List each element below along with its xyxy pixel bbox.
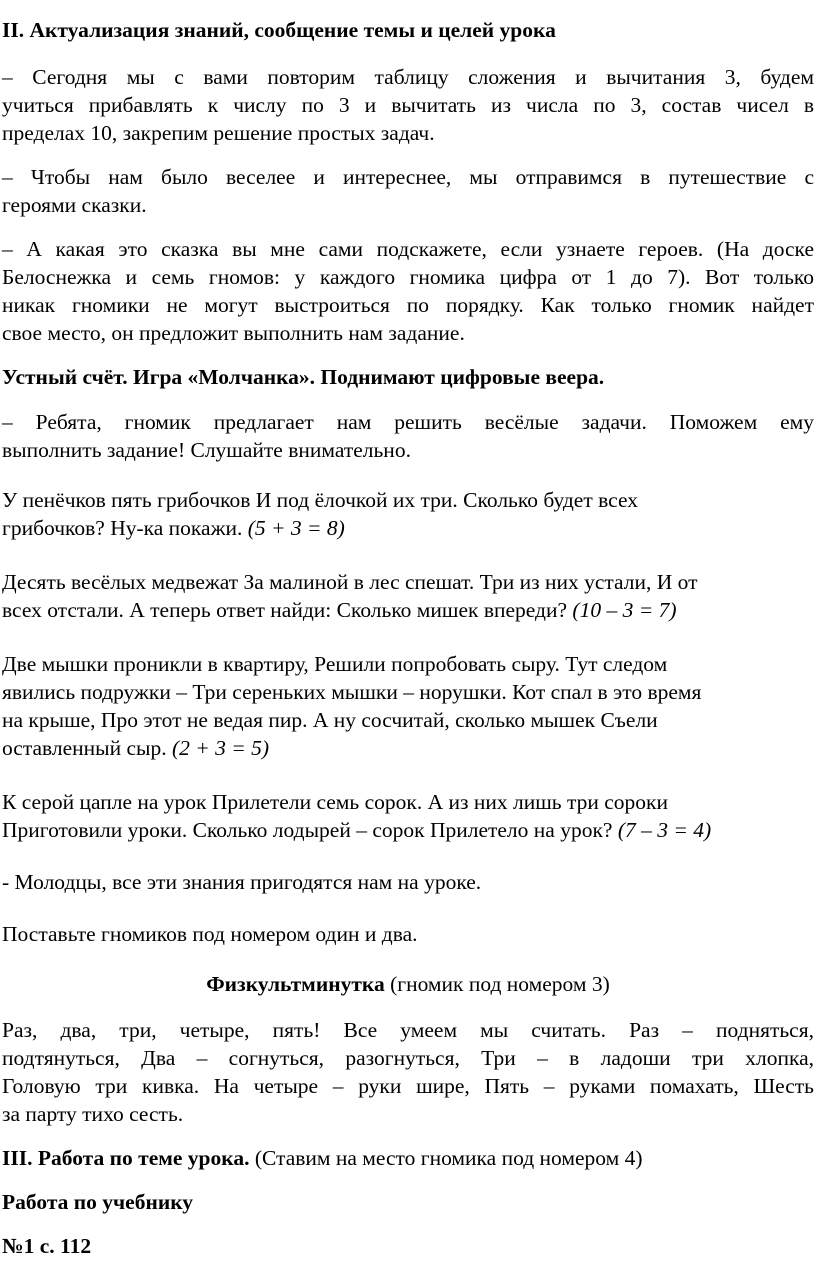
paragraph-line: – Сегодня мы с вами повторим таблицу сложения и вычитания 3, будем <box>2 65 814 89</box>
task-text: оставленный сыр. <box>2 736 172 760</box>
task-text: грибочков? Ну-ка покажи. <box>2 516 248 540</box>
paragraph-line: – Ребята, гномик предлагает нам решить весёлые задачи. Поможем ему <box>2 410 814 434</box>
exercise-heading: №1 с. 112 <box>2 1234 92 1258</box>
task-line <box>2 734 814 762</box>
physical-minute-title: Физкультминутка <box>206 972 385 996</box>
oral-counting-heading: Устный счёт. Игра «Молчанка». Поднимают цифровые веера. <box>2 365 605 389</box>
section-3-title: III. Работа по теме урока. <box>2 1146 250 1170</box>
paragraph-line: подтянуться, Два – согнуться, разогнуться, Три – в ладоши три хлопка, <box>2 1046 814 1070</box>
task-line <box>2 514 814 542</box>
paragraph-line: героями сказки. <box>2 193 147 217</box>
task-answer: (5 + 3 = 8) <box>247 516 345 540</box>
task-line <box>2 816 814 844</box>
task-line <box>2 596 814 624</box>
task-line: Десять весёлых медвежат За малиной в лес спешат. Три из них устали, И от <box>2 570 698 594</box>
paragraph-line: Раз, два, три, четыре, пять! Все умеем мы считать. Раз – подняться, <box>2 1018 814 1042</box>
paragraph-line: учиться прибавлять к числу по 3 и вычитать из числа по 3, состав чисел в <box>2 93 814 117</box>
task-text: Приготовили уроки. Сколько лодырей – сорок Прилетело на урок? <box>2 818 618 842</box>
task-line: У пенёчков пять грибочков И под ёлочкой их три. Сколько будет всех <box>2 488 638 512</box>
task-line: Две мышки проникли в квартиру, Решили попробовать сыру. Тут следом <box>2 652 668 676</box>
paragraph-line: свое место, он предложит выполнить нам задание. <box>2 321 465 345</box>
task-line: К серой цапле на урок Прилетели семь сорок. А из них лишь три сороки <box>2 790 668 814</box>
paragraph-line: за парту тихо сесть. <box>2 1102 184 1126</box>
paragraph-line: – Чтобы нам было веселее и интереснее, мы отправимся в путешествие с <box>2 165 814 189</box>
paragraph-line: – А какая это сказка вы мне сами подскажете, если узнаете героев. (На доске <box>2 237 814 261</box>
task-line: на крыше, Про этот не ведая пир. А ну сосчитай, сколько мышек Съели <box>2 708 658 732</box>
task-answer: (10 – 3 = 7) <box>572 598 677 622</box>
task-text: всех отстали. А теперь ответ найди: Сколько мишек впереди? <box>2 598 573 622</box>
section-2-heading: II. Актуализация знаний, сообщение темы и целей урока <box>2 18 556 42</box>
paragraph-line: выполнить задание! Слушайте внимательно. <box>2 438 411 462</box>
gnomes-line: Поставьте гномиков под номером один и два. <box>2 922 418 946</box>
paragraph-line: Головую три кивка. На четыре – руки шире, Пять – руками помахать, Шесть <box>2 1074 814 1098</box>
praise-line: - Молодцы, все эти знания пригодятся нам на уроке. <box>2 870 482 894</box>
physical-minute-note: (гномик под номером 3) <box>384 972 610 996</box>
paragraph-line: никак гномики не могут выстроиться по порядку. Как только гномик найдет <box>2 293 814 317</box>
paragraph-line: пределах 10, закрепим решение простых задач. <box>2 121 435 145</box>
section-3-note: (Ставим на место гномика под номером 4) <box>249 1146 643 1170</box>
task-answer: (7 – 3 = 4) <box>617 818 712 842</box>
physical-minute-heading <box>2 970 814 998</box>
section-3-heading <box>2 1144 814 1172</box>
paragraph-line: Белоснежка и семь гномов: у каждого гномика цифра от 1 до 7). Вот только <box>2 265 814 289</box>
task-answer: (2 + 3 = 5) <box>172 736 270 760</box>
textbook-heading: Работа по учебнику <box>2 1190 194 1214</box>
task-line: явились подружки – Три сереньких мышки – норушки. Кот спал в это время <box>2 680 702 704</box>
